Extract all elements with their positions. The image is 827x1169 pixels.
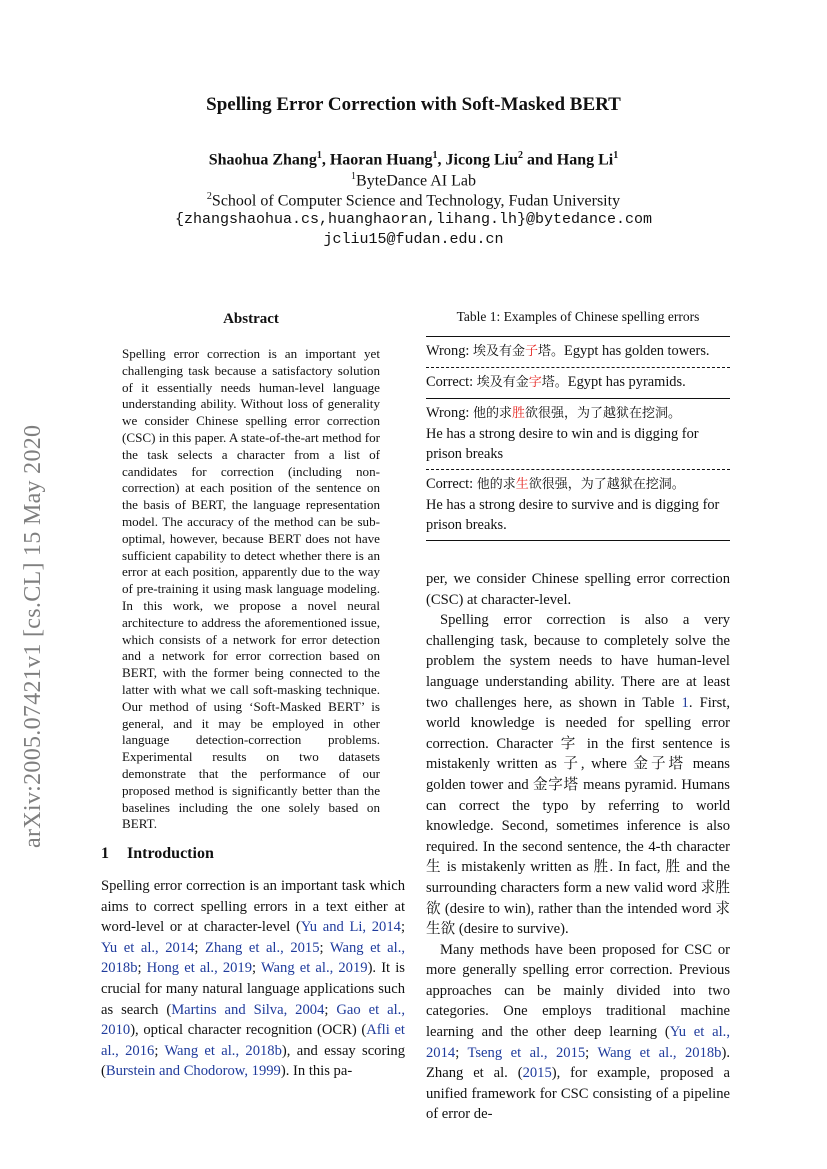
abstract-heading: Abstract [223, 311, 279, 327]
separator: , [321, 151, 330, 169]
error-char: 生 [515, 477, 529, 492]
citation-link[interactable]: Wang et al., 2018b [597, 1044, 722, 1061]
row-label: Wrong: [426, 405, 473, 421]
separator: and [522, 151, 557, 169]
table-ref-link[interactable]: 1 [681, 694, 689, 711]
author-name: Jicong Liu [445, 151, 518, 169]
citation-link[interactable]: Tseng et al., 2015 [467, 1044, 586, 1061]
table-row [426, 337, 730, 367]
citation-link[interactable]: Hong et al., 2019 [146, 960, 253, 977]
text-run: ), and essay scoring ( [101, 1042, 405, 1080]
affiliation-2 [0, 191, 827, 210]
english-gloss: He has a strong desire to win and is digging for prison breaks [426, 426, 699, 462]
separator: , [437, 151, 446, 169]
text-run: ), optical character recognition (OCR) ( [130, 1022, 367, 1039]
section-title: Introduction [127, 845, 214, 862]
citation-link[interactable]: Burstein and Chodorow, 1999 [105, 1063, 281, 1080]
paper-title: Spelling Error Correction with Soft-Masked BERT [206, 94, 621, 115]
citation-link[interactable]: Wang et al., 2019 [260, 960, 368, 977]
text-run: Many methods have been proposed for CSC or more generally spelling error correction. Previous approaches can be mainly divided into two categories. One employs traditional machine learning and the other deep learning ( [426, 941, 730, 1041]
text-run: ; [252, 960, 261, 977]
table-row [426, 368, 730, 398]
english-gloss: He has a strong desire to survive and is digging for prison breaks. [426, 497, 720, 533]
email-line-1: {zhangshaohua.cs,huanghaoran,lihang.lh}@bytedance.com [174, 211, 653, 228]
text-run: . First, world knowledge is needed for spelling error correction. Character 字 in the first sentence is mistakenly written as 子, where 金子塔 means golden tower and 金字塔 means pyramid. Humans can correct the typo by referring to world knowledge. Second, sometimes inference is also required. In the second sentence, the 4-th character 生 is mistakenly written as 胜. In fact, 胜 and the surrounding characters form a new valid word 求胜欲 (desire to win), rather than the intended word 求生欲 (desire to survive). [426, 694, 730, 938]
text-run: ; [455, 1044, 468, 1061]
table-row [426, 470, 730, 540]
chinese-text: 埃及有金 [476, 375, 529, 390]
chinese-text: 埃及有金 [472, 344, 525, 359]
paragraph [426, 940, 730, 1125]
intro-paragraph [101, 876, 405, 1082]
text-run: ; [400, 919, 405, 936]
text-run: ). Zhang et al. ( [426, 1044, 730, 1082]
citation-link[interactable]: Wang et al., 2018b [164, 1042, 282, 1059]
email-line-2: jcliu15@fudan.edu.cn [323, 231, 504, 248]
author-name: Hang Li [556, 151, 614, 169]
citation-link[interactable]: Zhang et al., 2015 [205, 939, 320, 956]
right-column-body [426, 569, 730, 1125]
error-char: 字 [528, 375, 542, 390]
row-label: Wrong: [426, 343, 473, 359]
citation-link[interactable]: Yu and Li, 2014 [300, 919, 401, 936]
citation-link[interactable]: Gao et al., 2010 [101, 1001, 405, 1039]
affiliation-1 [0, 171, 827, 190]
english-gloss: Egypt has pyramids. [567, 374, 686, 390]
text-run: Spelling error correction is an important task which aims to correct spelling errors in a text either at word-level or at character-level ( [101, 878, 405, 936]
chinese-text: 欲很强，为了越狱在挖洞。 [528, 477, 685, 492]
author-name: Shaohua Zhang [208, 151, 317, 169]
text-run: ; [154, 1042, 165, 1059]
english-gloss: Egypt has golden towers. [564, 343, 710, 359]
table-bottom-rule [426, 540, 730, 541]
text-run: ), for example, proposed a unified framework for CSC consisting of a pipeline of error de- [426, 1065, 730, 1123]
affil-marker: 2 [517, 150, 523, 161]
chinese-text: 塔。 [538, 344, 565, 359]
text-run: ; [319, 939, 330, 956]
affiliation-text: ByteDance AI Lab [356, 172, 476, 190]
affil-marker: 2 [206, 191, 212, 202]
affil-marker: 1 [351, 171, 357, 182]
chinese-text: 他的求 [472, 406, 512, 421]
citation-link[interactable]: 2015 [522, 1065, 552, 1082]
author-name: Haoran Huang [329, 151, 433, 169]
error-char: 子 [525, 344, 539, 359]
text-run: ). In this pa- [280, 1063, 353, 1080]
citation-link[interactable]: Martins and Silva, 2004 [171, 1001, 325, 1018]
text-run: ; [585, 1044, 598, 1061]
abstract-body: Spelling error correction is an important yet challenging task because a satisfactory solution of it essentially needs human-level language understanding ability. Without loss of generality we consider Chinese spelling error correction (CSC) in this paper. A state-of-the-art method for the task selects a character from a list of candidates for correction (including non-correction) at each position of the sentence on the basis of BERT, the language representation model. The accuracy of the method can be sub-optimal, however, because BERT does not have sufficient capability to detect whether there is an error at each position, apparently due to the way of pre-training it using mask language modeling. In this work, we propose a novel neural architecture to address the aforementioned issue, which consists of a network for error detection and a network for error correction based on BERT, with the former being connected to the latter with what we call soft-masking technique. Our method of using ‘Soft-Masked BERT’ is general, and it may be employed in other language detection-correction problems. Experimental results on two datasets demonstrate that the performance of our proposed method is significantly better than the baselines including the one solely based on BERT. [122, 346, 380, 832]
chinese-text: 塔。 [541, 375, 568, 390]
affiliation-text: School of Computer Science and Technology, Fudan University [211, 192, 621, 210]
section-number: 1 [101, 845, 109, 862]
citation-link[interactable]: Yu et al., 2014 [101, 939, 195, 956]
row-label: Correct: [426, 476, 477, 492]
paragraph [426, 610, 730, 940]
author-list [0, 150, 827, 169]
text-run: ; [324, 1001, 337, 1018]
text-run: ). It is crucial for many natural language applications such as search ( [101, 960, 405, 1018]
citation-link[interactable]: Yu et al., 2014 [426, 1024, 730, 1061]
text-run: ; [194, 939, 206, 956]
chinese-text: 他的求 [476, 477, 516, 492]
error-char: 胜 [512, 406, 526, 421]
row-label: Correct: [426, 374, 477, 390]
section-heading-introduction [101, 845, 214, 863]
paragraph: per, we consider Chinese spelling error correction (CSC) at character-level. [426, 571, 730, 608]
table-row [426, 399, 730, 469]
arxiv-identifier: arXiv:2005.07421v1 [cs.CL] 15 May 2020 [20, 424, 46, 848]
affil-marker: 1 [432, 150, 438, 161]
text-run: ; [137, 960, 147, 977]
affil-marker: 1 [316, 150, 322, 161]
table-caption: Table 1: Examples of Chinese spelling errors [456, 309, 700, 324]
affil-marker: 1 [613, 150, 619, 161]
examples-table [426, 336, 730, 541]
citation-link[interactable]: Afli et al., 2016 [101, 1022, 405, 1059]
citation-link[interactable]: Wang et al., 2018b [101, 939, 405, 977]
text-run: Spelling error correction is also a very challenging task, because to completely solve the problem the system needs to have human-level language understanding ability. There are at least two challenges here, as shown in Table [426, 612, 730, 711]
chinese-text: 欲很强，为了越狱在挖洞。 [525, 406, 682, 421]
